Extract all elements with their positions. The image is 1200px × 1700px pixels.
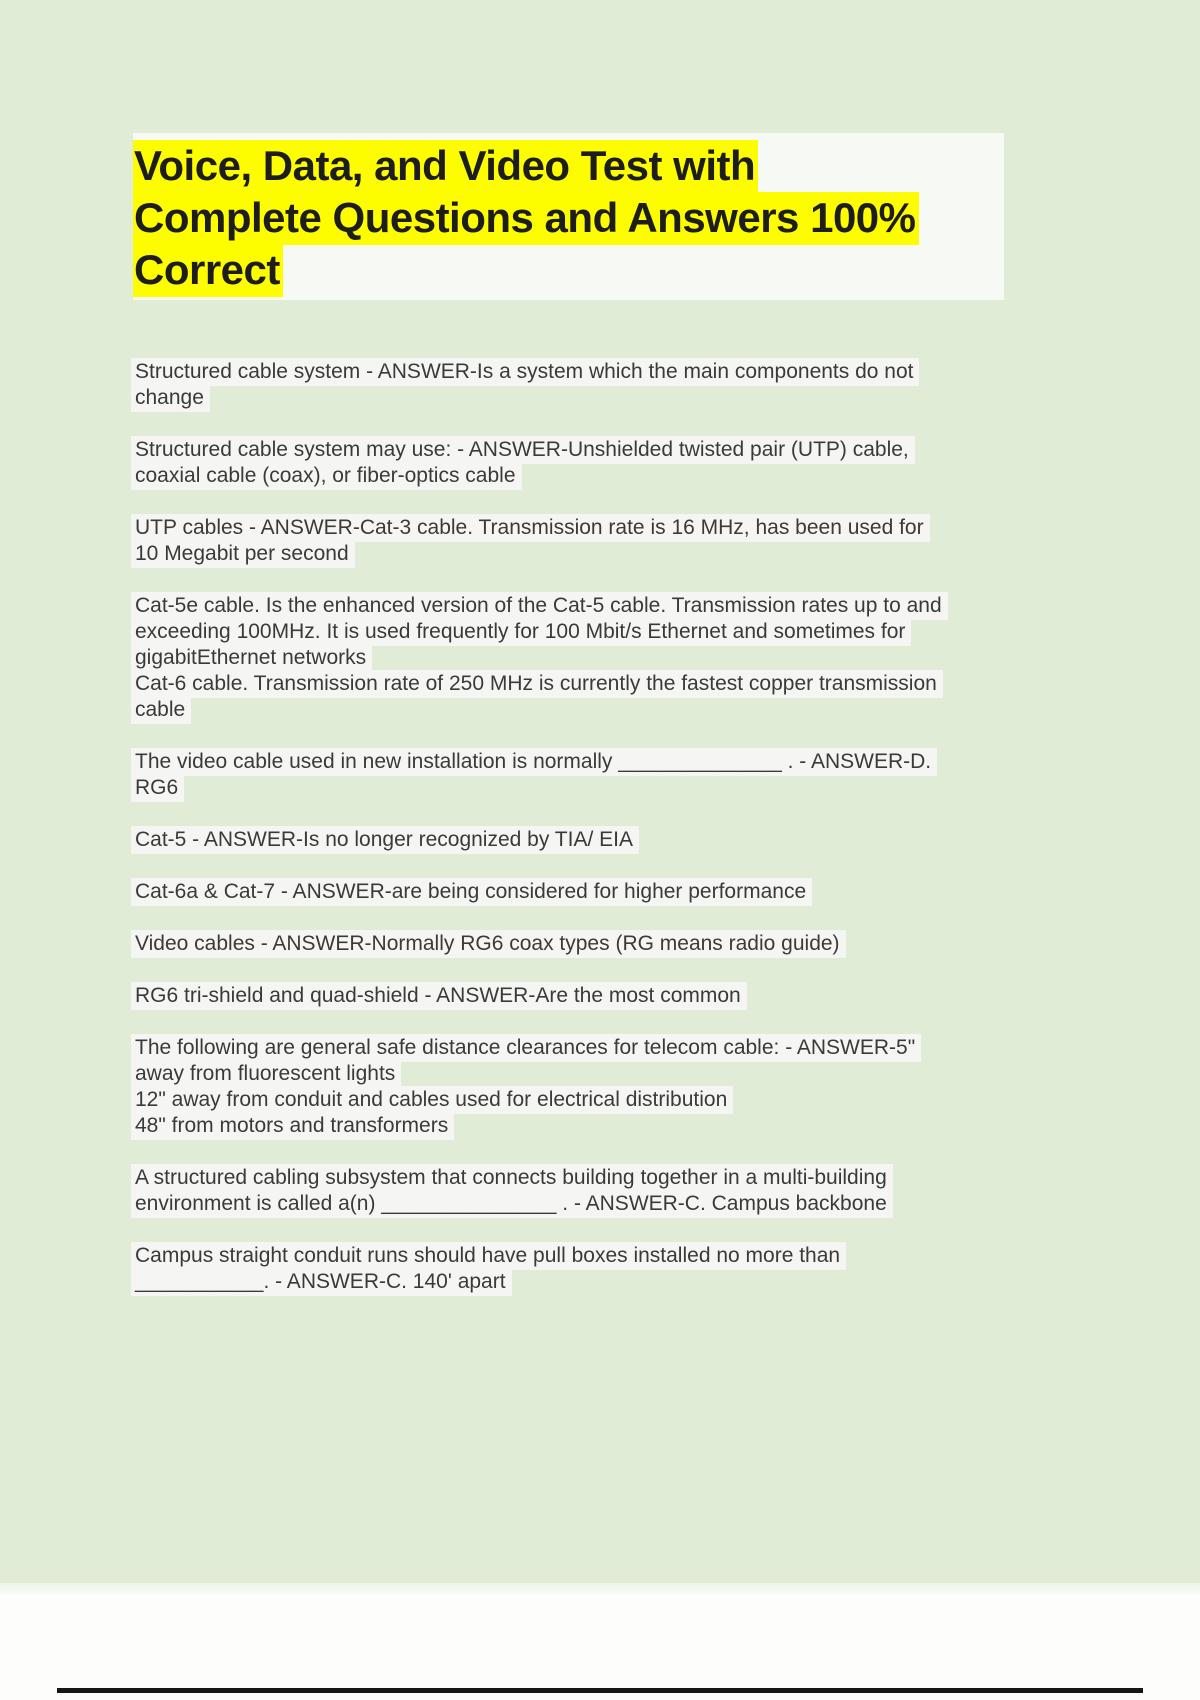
qa-line xyxy=(131,774,1011,800)
footer-divider xyxy=(57,1688,1143,1693)
qa-text: gigabitEthernet networks xyxy=(131,644,372,672)
qa-line xyxy=(131,748,1011,774)
qa-text: Cat-6a & Cat-7 - ANSWER-are being considered for higher performance xyxy=(131,878,812,906)
qa-line xyxy=(131,1112,1011,1138)
document-title-block xyxy=(133,133,1004,300)
qa-paragraph xyxy=(131,436,1011,488)
qa-text: away from fluorescent lights xyxy=(131,1060,401,1088)
qa-paragraph xyxy=(131,1242,1011,1294)
title-line xyxy=(133,244,1004,296)
qa-line xyxy=(131,1086,1011,1112)
qa-content xyxy=(131,358,1011,1320)
qa-text: ___________. - ANSWER-C. 140' apart xyxy=(131,1268,512,1296)
qa-text: The following are general safe distance clearances for telecom cable: - ANSWER-5" xyxy=(131,1034,921,1062)
qa-text: cable xyxy=(131,696,191,724)
qa-line xyxy=(131,930,1011,956)
qa-text: exceeding 100MHz. It is used frequently for 100 Mbit/s Ethernet and sometimes for xyxy=(131,618,911,646)
qa-line xyxy=(131,462,1011,488)
qa-paragraph xyxy=(131,878,1011,904)
qa-text: change xyxy=(131,384,210,412)
qa-paragraph xyxy=(131,930,1011,956)
page-footer xyxy=(0,1583,1200,1700)
qa-paragraph xyxy=(131,514,1011,566)
qa-line xyxy=(131,540,1011,566)
qa-paragraph xyxy=(131,748,1011,800)
qa-line xyxy=(131,826,1011,852)
qa-line xyxy=(131,436,1011,462)
qa-line xyxy=(131,358,1011,384)
title-text: Correct xyxy=(133,244,283,297)
qa-line xyxy=(131,644,1011,670)
qa-line xyxy=(131,592,1011,618)
qa-line xyxy=(131,618,1011,644)
qa-line xyxy=(131,384,1011,410)
qa-paragraph xyxy=(131,592,1011,722)
qa-text: A structured cabling subsystem that connects building together in a multi-building xyxy=(131,1164,893,1192)
title-text: Voice, Data, and Video Test with xyxy=(133,140,758,193)
title-line xyxy=(133,192,1004,244)
qa-line xyxy=(131,670,1011,696)
qa-line xyxy=(131,1164,1011,1190)
qa-paragraph xyxy=(131,982,1011,1008)
qa-text: coaxial cable (coax), or fiber-optics cable xyxy=(131,462,522,490)
qa-paragraph xyxy=(131,1164,1011,1216)
qa-line xyxy=(131,1268,1011,1294)
qa-line xyxy=(131,1190,1011,1216)
qa-text: Video cables - ANSWER-Normally RG6 coax types (RG means radio guide) xyxy=(131,930,846,958)
qa-paragraph xyxy=(131,826,1011,852)
qa-text: 12" away from conduit and cables used for electrical distribution xyxy=(131,1086,733,1114)
qa-line xyxy=(131,1242,1011,1268)
title-text: Complete Questions and Answers 100% xyxy=(133,192,919,245)
qa-text: RG6 tri-shield and quad-shield - ANSWER-Are the most common xyxy=(131,982,747,1010)
qa-text: The video cable used in new installation is normally ______________ . - ANSWER-D. xyxy=(131,748,937,776)
qa-line xyxy=(131,1034,1011,1060)
qa-paragraph xyxy=(131,358,1011,410)
qa-line xyxy=(131,696,1011,722)
qa-line xyxy=(131,878,1011,904)
qa-text: environment is called a(n) _______________ . - ANSWER-C. Campus backbone xyxy=(131,1190,893,1218)
qa-text: Structured cable system may use: - ANSWER-Unshielded twisted pair (UTP) cable, xyxy=(131,436,915,464)
qa-line xyxy=(131,514,1011,540)
qa-paragraph xyxy=(131,1034,1011,1138)
qa-text: Cat-5e cable. Is the enhanced version of the Cat-5 cable. Transmission rates up to and xyxy=(131,592,948,620)
qa-text: UTP cables - ANSWER-Cat-3 cable. Transmission rate is 16 MHz, has been used for xyxy=(131,514,930,542)
qa-text: RG6 xyxy=(131,774,184,802)
qa-text: Cat-5 - ANSWER-Is no longer recognized by TIA/ EIA xyxy=(131,826,639,854)
title-line xyxy=(133,140,1004,192)
qa-text: 48" from motors and transformers xyxy=(131,1112,454,1140)
qa-line xyxy=(131,982,1011,1008)
qa-line xyxy=(131,1060,1011,1086)
qa-text: Cat-6 cable. Transmission rate of 250 MHz is currently the fastest copper transmission xyxy=(131,670,943,698)
qa-text: Structured cable system - ANSWER-Is a system which the main components do not xyxy=(131,358,919,386)
qa-text: Campus straight conduit runs should have pull boxes installed no more than xyxy=(131,1242,846,1270)
qa-text: 10 Megabit per second xyxy=(131,540,355,568)
